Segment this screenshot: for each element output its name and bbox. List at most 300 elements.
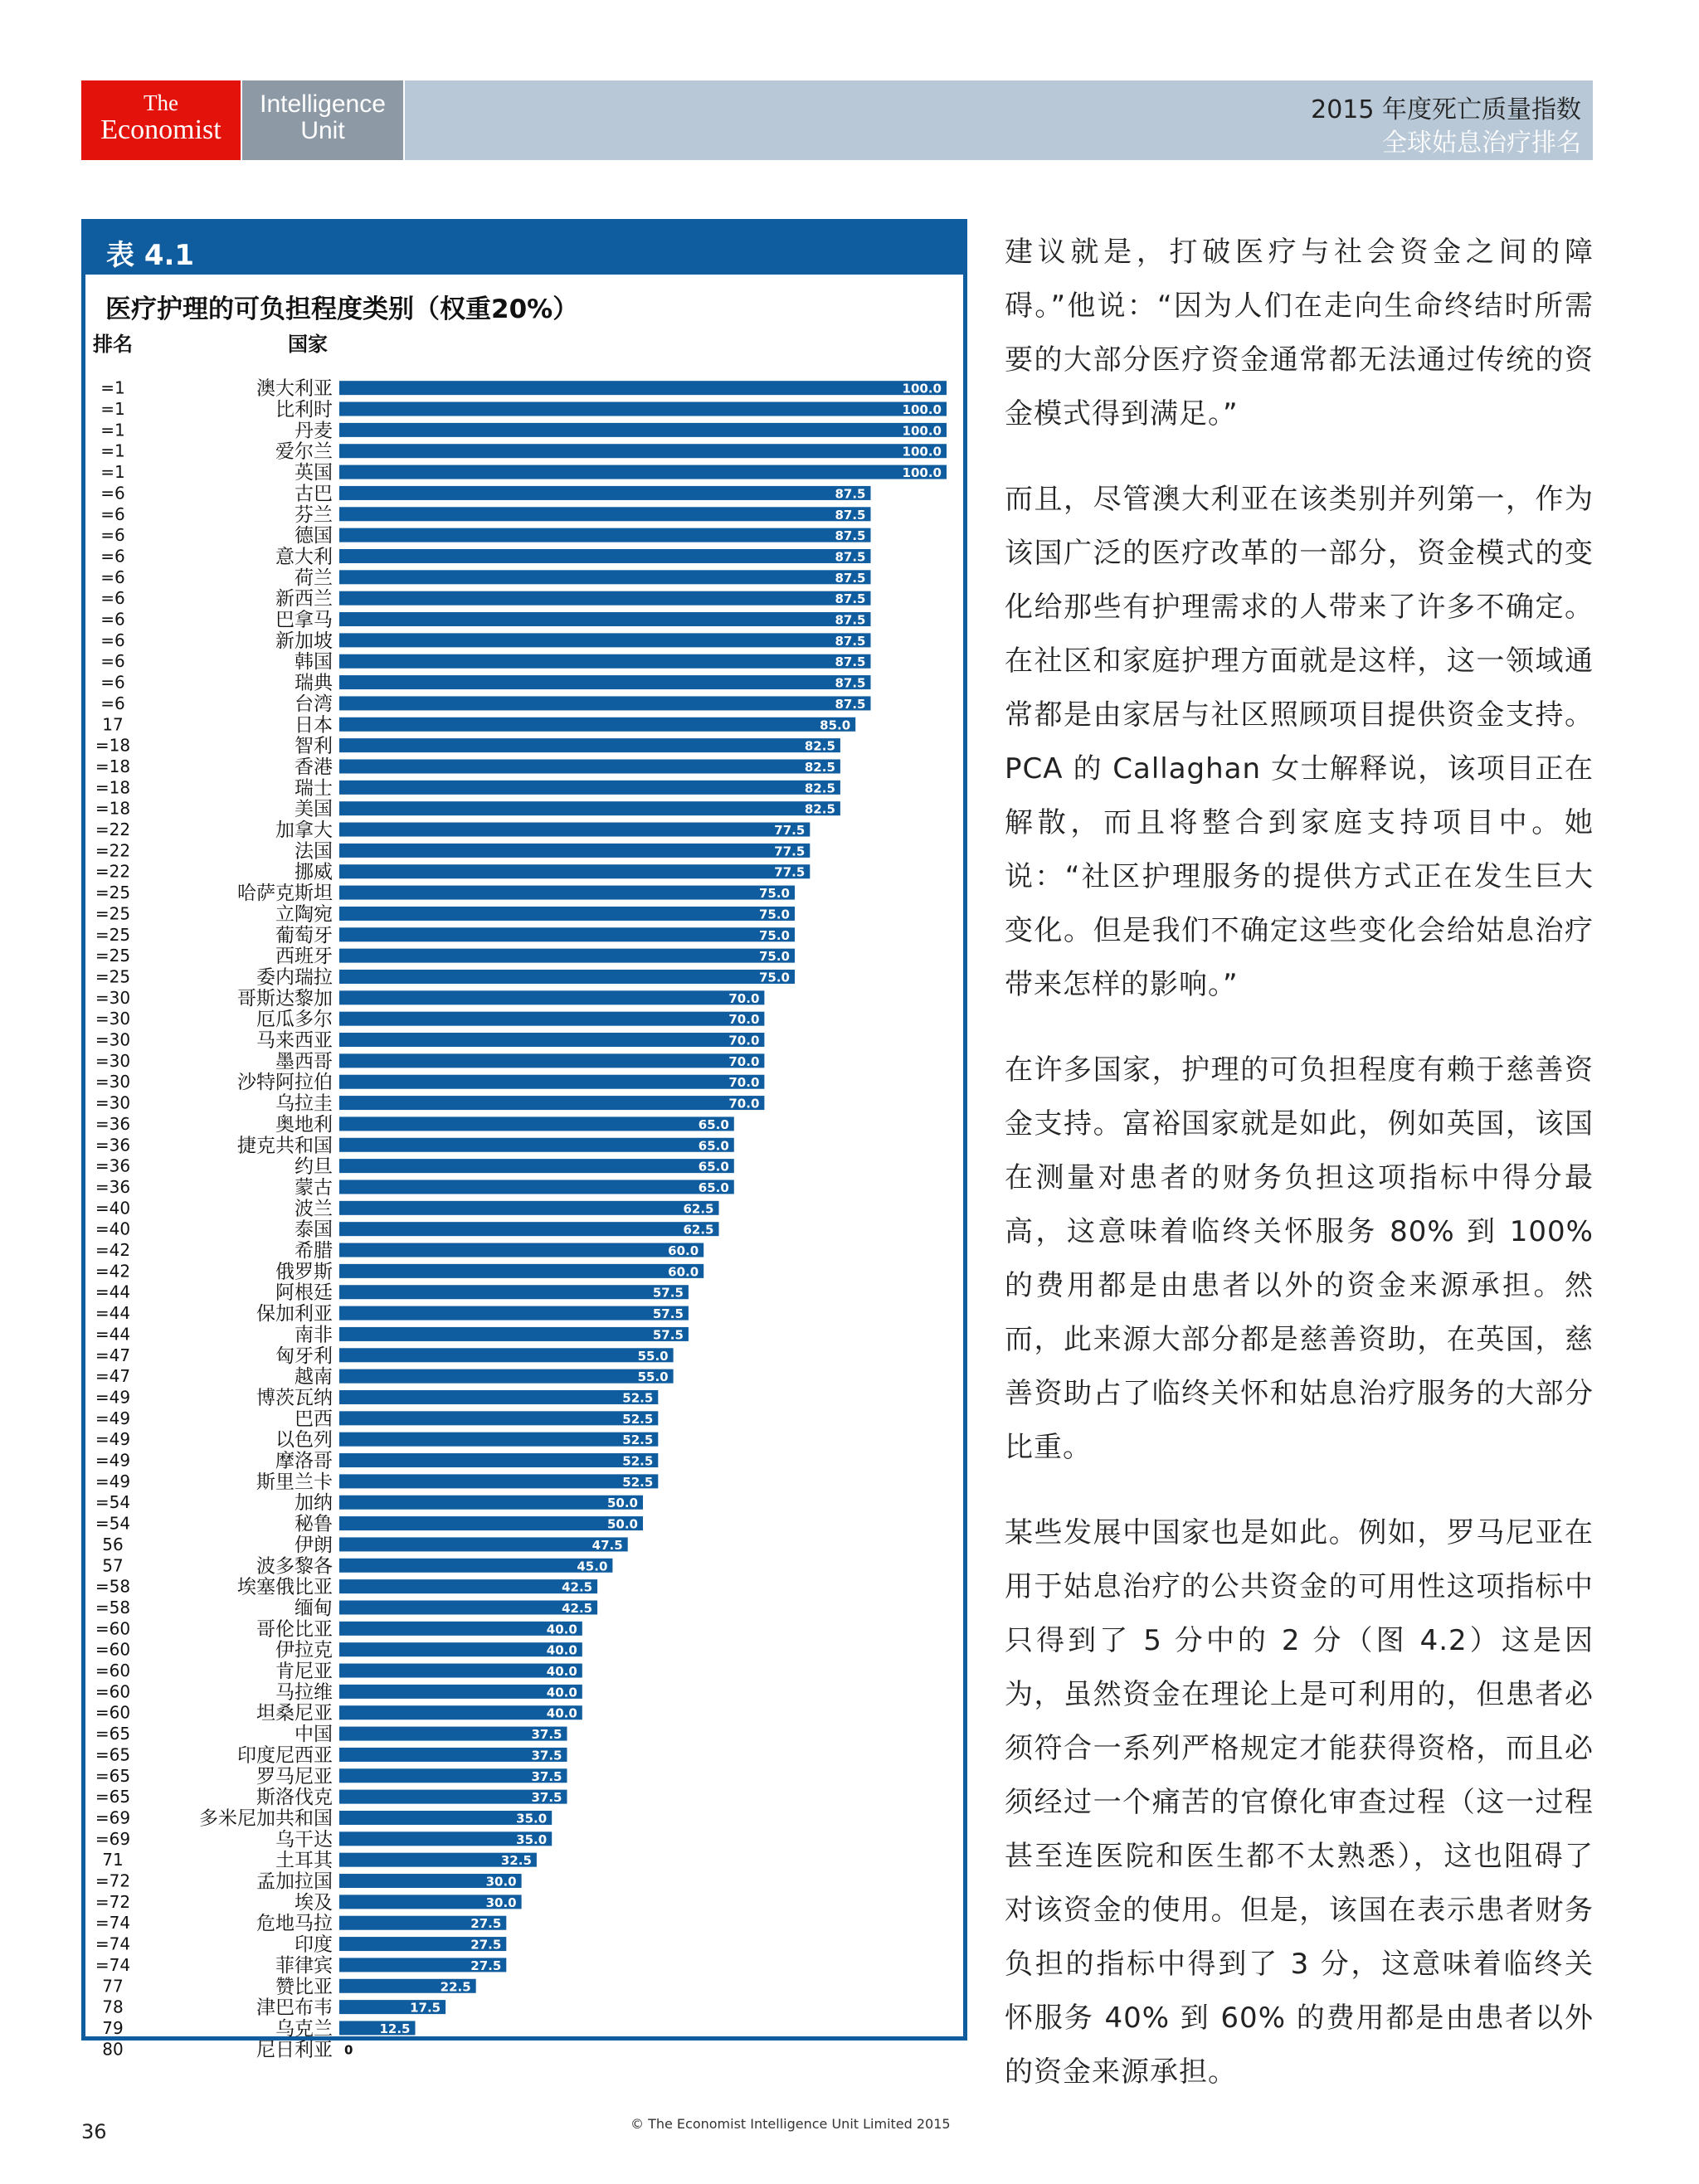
country-label: 埃及 [295, 1891, 333, 1914]
rank-label: =65 [95, 1765, 131, 1786]
rank-label: =49 [95, 1450, 131, 1471]
country-label: 澳大利亚 [256, 377, 333, 400]
rank-label: =1 [100, 462, 125, 483]
country-label: 博茨瓦纳 [256, 1387, 333, 1409]
rank-label: =54 [95, 1492, 131, 1513]
rank-label: =6 [100, 630, 125, 650]
value-label: 50.0 [606, 1496, 638, 1511]
value-label: 52.5 [622, 1453, 654, 1469]
economist-logo [81, 80, 241, 160]
value-label: 30.0 [485, 1874, 517, 1890]
value-label: 100.0 [902, 381, 942, 396]
rank-label: 78 [102, 1997, 124, 2017]
country-label: 乌干达 [275, 1828, 333, 1851]
country-label: 哥斯达黎加 [237, 987, 333, 1009]
value-label: 57.5 [652, 1327, 684, 1343]
country-label: 巴拿马 [275, 609, 333, 631]
rank-label: =6 [100, 567, 125, 587]
bar [339, 949, 795, 963]
country-label: 伊拉克 [275, 1639, 333, 1661]
rank-label: =1 [100, 399, 125, 420]
bar [339, 402, 947, 416]
value-label: 70.0 [728, 1012, 760, 1028]
logo-line-1: The [144, 90, 178, 115]
bar [339, 907, 795, 921]
bar [339, 1116, 734, 1131]
country-label: 赞比亚 [275, 1976, 333, 1998]
country-label: 捷克共和国 [237, 1135, 333, 1157]
rank-label: 71 [102, 1850, 124, 1870]
bar [339, 886, 795, 900]
rank-label: =6 [100, 546, 125, 567]
bar [339, 528, 871, 542]
value-label: 40.0 [546, 1622, 577, 1637]
rank-label: =44 [95, 1303, 131, 1324]
value-label: 100.0 [902, 423, 942, 439]
rank-label: =30 [95, 1009, 131, 1029]
rank-label: =60 [95, 1618, 131, 1639]
country-label: 保加利亚 [256, 1303, 333, 1325]
rank-label: =25 [95, 946, 131, 966]
value-label: 87.5 [835, 633, 866, 649]
value-label: 70.0 [728, 1033, 760, 1048]
value-label: 87.5 [835, 675, 866, 691]
rank-label: 77 [102, 1976, 124, 1997]
country-label: 沙特阿拉伯 [237, 1072, 333, 1094]
bar [339, 1285, 689, 1299]
bar [339, 1411, 658, 1425]
country-label: 土耳其 [275, 1850, 333, 1872]
country-label: 摩洛哥 [275, 1450, 333, 1472]
rank-label: =47 [95, 1345, 131, 1365]
bar [339, 1180, 734, 1194]
page-header [81, 80, 1593, 160]
country-label: 立陶宛 [275, 903, 333, 926]
country-label: 阿根廷 [275, 1282, 333, 1304]
bar [339, 486, 871, 500]
rank-label: =42 [95, 1240, 131, 1261]
value-label: 0 [344, 2042, 353, 2058]
country-label: 尼日利亚 [256, 2039, 333, 2061]
value-label: 52.5 [622, 1411, 654, 1427]
rank-label: =65 [95, 1787, 131, 1807]
rank-label: =72 [95, 1870, 131, 1891]
bar [339, 1496, 643, 1510]
country-label: 孟加拉国 [256, 1870, 333, 1893]
bar [339, 990, 764, 1004]
bar [339, 1053, 764, 1068]
value-label: 35.0 [516, 1811, 548, 1826]
country-label: 葡萄牙 [275, 924, 333, 946]
country-label: 德国 [295, 525, 333, 547]
value-label: 45.0 [577, 1559, 608, 1574]
bar [339, 1222, 719, 1236]
value-label: 87.5 [835, 507, 866, 523]
rank-label: =72 [95, 1891, 131, 1912]
rank-label: =69 [95, 1828, 131, 1849]
country-label: 委内瑞拉 [256, 966, 333, 989]
rank-label: =22 [95, 861, 131, 882]
value-label: 62.5 [683, 1201, 714, 1217]
bar [339, 1138, 734, 1152]
body-text [1005, 226, 1594, 2131]
country-label: 古巴 [295, 483, 333, 505]
bar [339, 1327, 689, 1341]
value-label: 40.0 [546, 1642, 577, 1658]
bar [339, 781, 840, 795]
value-label: 40.0 [546, 1685, 577, 1700]
value-label: 22.5 [440, 1979, 471, 1995]
rank-label: =49 [95, 1408, 131, 1428]
value-label: 42.5 [562, 1600, 593, 1616]
country-label: 挪威 [295, 861, 333, 883]
rank-label: =65 [95, 1724, 131, 1744]
country-label: 巴西 [295, 1408, 333, 1430]
rank-label: =18 [95, 798, 131, 819]
rank-label: =25 [95, 924, 131, 945]
table-4-1-box [81, 219, 967, 2061]
value-label: 40.0 [546, 1705, 577, 1721]
value-label: 87.5 [835, 486, 866, 502]
country-label: 丹麦 [295, 420, 333, 442]
country-label: 厄瓜多尔 [256, 1009, 333, 1031]
value-label: 87.5 [835, 612, 866, 628]
value-label: 35.0 [516, 1831, 548, 1847]
country-label: 乌克兰 [275, 2017, 333, 2040]
value-label: 55.0 [637, 1369, 669, 1385]
value-label: 27.5 [470, 1916, 502, 1932]
value-label: 42.5 [562, 1579, 593, 1595]
bar [339, 1012, 764, 1026]
country-label: 比利时 [275, 399, 333, 421]
bar [339, 1096, 764, 1110]
value-label: 60.0 [668, 1243, 699, 1259]
rank-label: =60 [95, 1681, 131, 1702]
bar [339, 507, 871, 521]
value-label: 82.5 [804, 801, 835, 817]
bar [339, 654, 871, 669]
country-label: 西班牙 [275, 946, 333, 968]
bar [339, 1474, 658, 1488]
country-label: 菲律宾 [275, 1954, 333, 1977]
bar [339, 738, 840, 752]
bar [339, 1159, 734, 1173]
intelligence-unit-logo [242, 80, 403, 160]
country-label: 台湾 [295, 693, 333, 715]
value-label: 12.5 [379, 2021, 411, 2036]
value-label: 100.0 [902, 444, 942, 460]
value-label: 40.0 [546, 1664, 577, 1680]
country-column-header: 国家 [288, 333, 328, 356]
rank-label: =22 [95, 840, 131, 861]
rank-label: =49 [95, 1429, 131, 1450]
country-label: 新西兰 [275, 588, 333, 610]
value-label: 75.0 [758, 949, 790, 965]
country-label: 哈萨克斯坦 [237, 883, 333, 905]
report-title: 2015 年度死亡质量指数 [1311, 95, 1581, 124]
rank-label: =58 [95, 1597, 131, 1617]
rank-label: =36 [95, 1176, 131, 1197]
bar [339, 612, 871, 626]
value-label: 75.0 [758, 907, 790, 922]
value-label: 75.0 [758, 927, 790, 943]
bar [339, 591, 871, 606]
value-label: 27.5 [470, 1937, 502, 1953]
value-label: 70.0 [728, 1053, 760, 1069]
chart-title: 医疗护理的可负担程度类别（权重20%） [105, 294, 579, 324]
value-label: 50.0 [606, 1516, 638, 1532]
unit-line-1: Intelligence [260, 90, 386, 118]
value-label: 87.5 [835, 570, 866, 586]
bar [339, 1516, 643, 1530]
rank-label: =69 [95, 1807, 131, 1828]
rank-label: =6 [100, 503, 125, 524]
rank-label: =36 [95, 1113, 131, 1134]
rank-label: =40 [95, 1218, 131, 1239]
country-label: 荷兰 [295, 567, 333, 589]
rank-label: 80 [102, 2039, 124, 2060]
rank-label: =22 [95, 820, 131, 840]
bar [339, 1369, 674, 1384]
rank-label: =40 [95, 1198, 131, 1218]
rank-label: =25 [95, 883, 131, 903]
country-label: 罗马尼亚 [256, 1765, 333, 1788]
rank-label: =1 [100, 377, 125, 398]
rank-label: =54 [95, 1513, 131, 1534]
value-label: 52.5 [622, 1474, 654, 1490]
rank-label: =6 [100, 588, 125, 609]
country-label: 波兰 [295, 1198, 333, 1220]
value-label: 100.0 [902, 465, 942, 481]
value-label: 82.5 [804, 759, 835, 775]
bar [339, 864, 810, 878]
country-label: 加拿大 [275, 820, 333, 842]
country-label: 希腊 [295, 1240, 333, 1262]
value-label: 77.5 [774, 823, 806, 839]
rank-label: =18 [95, 756, 131, 776]
country-label: 马拉维 [275, 1681, 333, 1704]
rank-label: =1 [100, 420, 125, 440]
country-label: 俄罗斯 [275, 1261, 333, 1283]
rank-label: =6 [100, 651, 125, 672]
country-label: 奥地利 [275, 1113, 333, 1136]
page-number: 36 [81, 2120, 107, 2143]
value-label: 65.0 [698, 1180, 729, 1195]
bar [339, 549, 871, 563]
country-label: 印度尼西亚 [237, 1744, 333, 1767]
country-label: 多米尼加共和国 [199, 1807, 333, 1830]
rank-label: =58 [95, 1576, 131, 1597]
country-label: 蒙古 [295, 1176, 333, 1199]
rank-label: =74 [95, 1954, 131, 1975]
value-label: 87.5 [835, 696, 866, 712]
value-label: 82.5 [804, 738, 835, 754]
rank-label: =6 [100, 525, 125, 546]
rank-label: 79 [102, 2017, 124, 2038]
header-band [405, 80, 1593, 160]
rank-label: =74 [95, 1933, 131, 1954]
country-label: 墨西哥 [275, 1050, 333, 1073]
table-label: 表 4.1 [106, 239, 195, 272]
rank-label: =6 [100, 483, 125, 503]
country-label: 约旦 [295, 1155, 333, 1178]
bar [339, 633, 871, 647]
country-label: 肯尼亚 [275, 1661, 333, 1683]
country-label: 美国 [295, 798, 333, 820]
bar [339, 1579, 597, 1593]
value-label: 27.5 [470, 1958, 502, 1973]
country-label: 缅甸 [295, 1597, 333, 1619]
bar [339, 1033, 764, 1047]
country-label: 秘鲁 [295, 1513, 333, 1535]
bar [339, 675, 871, 689]
rank-label: =74 [95, 1913, 131, 1933]
value-label: 87.5 [835, 654, 866, 670]
value-label: 70.0 [728, 990, 760, 1006]
value-label: 60.0 [668, 1264, 699, 1280]
rank-label: =44 [95, 1324, 131, 1345]
value-label: 37.5 [531, 1748, 562, 1763]
rank-label: =6 [100, 693, 125, 713]
country-label: 乌拉圭 [275, 1092, 333, 1115]
bar [339, 801, 840, 815]
bar [339, 570, 871, 584]
country-label: 斯里兰卡 [256, 1471, 333, 1493]
rank-label: =30 [95, 1092, 131, 1113]
country-label: 埃塞俄比亚 [237, 1576, 333, 1598]
country-label: 匈牙利 [275, 1345, 333, 1367]
value-label: 52.5 [622, 1390, 654, 1406]
bar [339, 1453, 658, 1467]
bar [339, 1390, 658, 1404]
country-label: 智利 [295, 735, 333, 757]
value-label: 37.5 [531, 1768, 562, 1784]
rank-label: =47 [95, 1366, 131, 1387]
value-label: 75.0 [758, 970, 790, 985]
value-label: 65.0 [698, 1138, 729, 1154]
country-label: 泰国 [295, 1218, 333, 1241]
value-label: 87.5 [835, 549, 866, 565]
value-label: 77.5 [774, 864, 806, 880]
country-label: 意大利 [275, 546, 333, 568]
bar [339, 444, 947, 458]
rank-column-header: 排名 [93, 333, 133, 356]
rank-label: =30 [95, 1050, 131, 1071]
country-label: 印度 [295, 1933, 333, 1956]
bar [339, 1432, 658, 1447]
bar [339, 381, 947, 395]
country-label: 韩国 [295, 651, 333, 674]
value-label: 37.5 [531, 1727, 562, 1743]
logo-line-2: Economist [100, 114, 222, 145]
rank-label: =36 [95, 1155, 131, 1176]
value-label: 17.5 [410, 2000, 441, 2016]
value-label: 47.5 [591, 1537, 623, 1553]
country-label: 英国 [295, 462, 333, 484]
rank-label: 57 [102, 1555, 124, 1576]
country-label: 津巴布韦 [256, 1997, 333, 2019]
country-label: 以色列 [275, 1429, 333, 1452]
bar [339, 1559, 612, 1573]
country-label: 瑞士 [295, 777, 333, 800]
body-paragraph-4: 某些发展中国家也是如此。例如，罗马尼亚在用于姑息治疗的公共资金的可用性这项指标中只得到了 5 分中的 2 分（图 4.2）这是因为，虽然资金在理论上是可利用的，但患者必须符合一系列严格规定才能获得资格，而且必须经过一个痛苦的官僚化审查过程（这一过程甚至连医院和医生都不太熟悉），这也阻碍了对该资金的使用。但是，该国在表示患者财务负担的指标中得到了 3 分，这意味着临终关怀服务 40% 到 60% 的费用都是由患者以外的资金来源承担。 [1005, 1516, 1594, 2089]
country-label: 马来西亚 [256, 1029, 333, 1052]
country-label: 伊朗 [295, 1534, 333, 1556]
rank-label: =30 [95, 987, 131, 1008]
value-label: 100.0 [902, 402, 942, 418]
country-label: 越南 [295, 1366, 333, 1389]
country-label: 日本 [295, 714, 333, 737]
rank-label: 56 [102, 1534, 124, 1554]
rank-label: =30 [95, 1029, 131, 1050]
bar [339, 1306, 689, 1321]
value-label: 57.5 [652, 1285, 684, 1301]
rank-label: =6 [100, 672, 125, 693]
bar [339, 759, 840, 773]
country-label: 香港 [295, 756, 333, 778]
country-label: 爱尔兰 [275, 440, 333, 463]
bar [339, 696, 871, 710]
body-paragraph-1: 建议就是，打破医疗与社会资金之间的障碍。”他说：“因为人们在走向生命终结时所需要的大部分医疗资金通常都无法通过传统的资金模式得到满足。” [1005, 236, 1594, 430]
rank-label: =49 [95, 1387, 131, 1408]
country-label: 坦桑尼亚 [256, 1702, 333, 1724]
bar [339, 927, 795, 941]
country-label: 加纳 [295, 1492, 333, 1515]
bar [339, 1075, 764, 1089]
country-label: 新加坡 [275, 630, 333, 652]
bar [339, 844, 810, 858]
value-label: 65.0 [698, 1116, 729, 1132]
bar [339, 717, 855, 732]
bar [339, 465, 947, 479]
rank-label: 17 [102, 714, 124, 735]
bar [339, 1600, 597, 1614]
rank-label: =36 [95, 1135, 131, 1155]
value-label: 62.5 [683, 1222, 714, 1238]
bar [339, 1264, 703, 1278]
bar [339, 1201, 719, 1215]
country-label: 法国 [295, 840, 333, 863]
rank-label: =65 [95, 1744, 131, 1765]
country-label: 斯洛伐克 [256, 1787, 333, 1809]
value-label: 65.0 [698, 1159, 729, 1175]
rank-label: =49 [95, 1471, 131, 1491]
country-label: 哥伦比亚 [256, 1618, 333, 1641]
value-label: 87.5 [835, 591, 866, 607]
country-label: 波多黎各 [256, 1555, 333, 1578]
body-paragraph-2: 而且，尽管澳大利亚在该类别并列第一，作为该国广泛的医疗改革的一部分，资金模式的变化给那些有护理需求的人带来了许多不确定。在社区和家庭护理方面就是这样，这一领域通常都是由家居与社区照顾项目提供资金支持。PCA 的 Callaghan 女士解释说，该项目正在解散，而且将整合到家庭支持项目中。她说：“社区护理服务的提供方式正在发生巨大变化。但是我们不确定这些变化会给姑息治疗带来怎样的影响。” [1005, 483, 1594, 1001]
rank-label: =60 [95, 1661, 131, 1681]
unit-line-2: Unit [300, 117, 345, 144]
report-subtitle: 全球姑息治疗排名 [1382, 129, 1581, 158]
rank-label: =18 [95, 735, 131, 756]
country-label: 芬兰 [295, 503, 333, 526]
bar-chart [85, 223, 963, 2061]
country-label: 南非 [295, 1324, 333, 1346]
rank-label: =18 [95, 777, 131, 798]
rank-label: =44 [95, 1282, 131, 1302]
bar [339, 1243, 703, 1257]
rank-label: =42 [95, 1261, 131, 1282]
country-label: 瑞典 [295, 672, 333, 694]
bar [339, 1348, 674, 1362]
value-label: 85.0 [820, 717, 851, 733]
rank-label: =25 [95, 903, 131, 924]
rank-label: =60 [95, 1702, 131, 1723]
value-label: 30.0 [485, 1895, 517, 1910]
value-label: 52.5 [622, 1432, 654, 1448]
country-label: 中国 [295, 1724, 333, 1746]
